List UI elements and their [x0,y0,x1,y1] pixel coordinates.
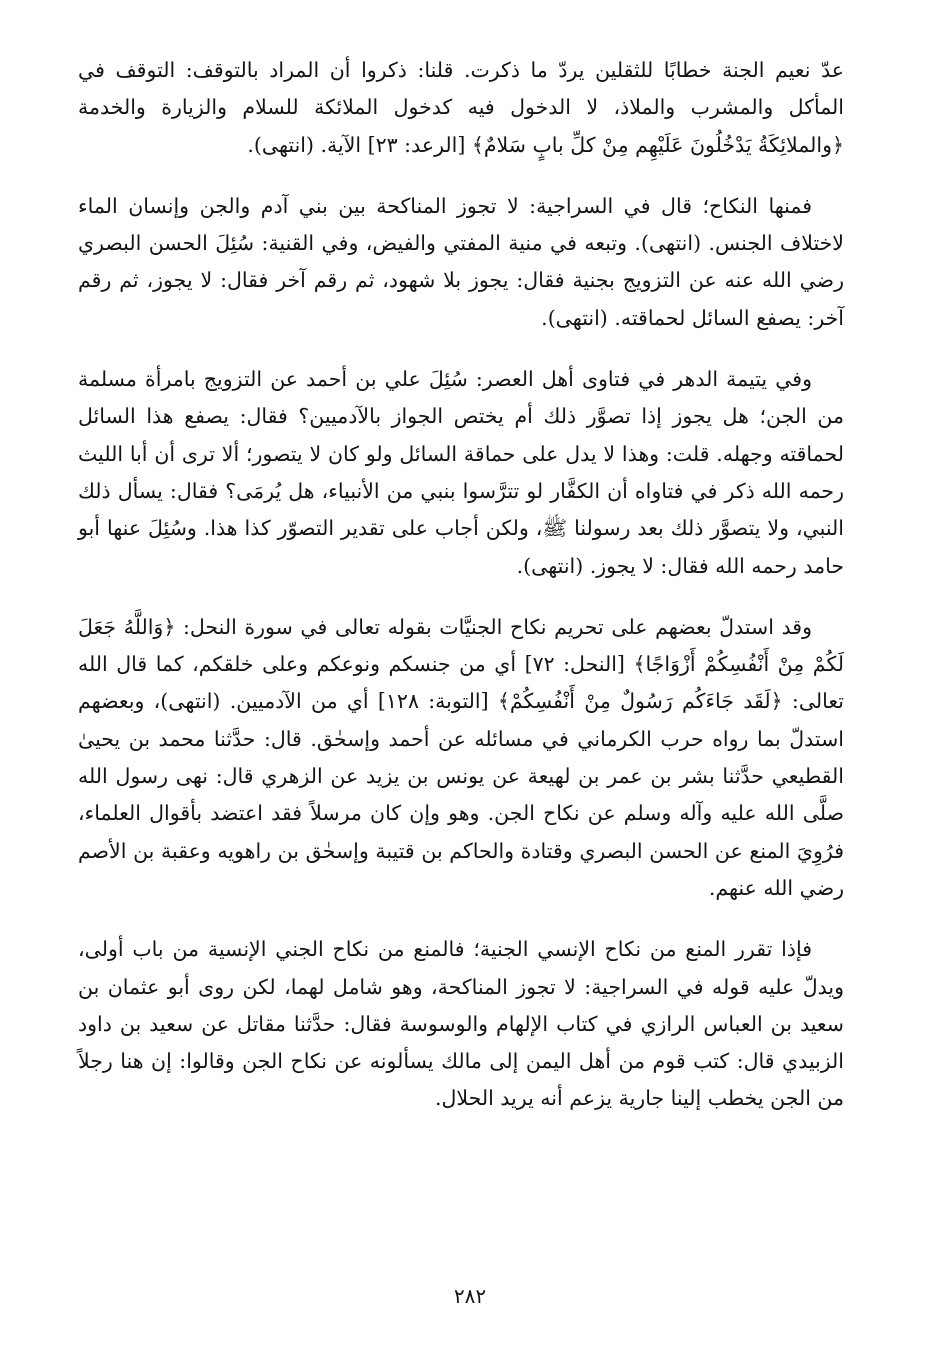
paragraph-3: وفي يتيمة الدهر في فتاوى أهل العصر: سُئِلَ علي بن أحمد عن التزويج بامرأة مسلمة من الجن؛ هل يجوز إذا تصوَّر ذلك أم يختص الجواز بالآدميين؟ فقال: يصفع هذا السائل لحماقته وجهله. قلت: وهذا لا يدل على حماقة السائل ولو كان لا يتصور؛ ألا ترى أن أبا الليث رحمه الله ذكر في فتاواه أن الكفَّار لو تترَّسوا بنبي من الأنبياء، هل يُرمَى؟ فقال: يسأل ذلك النبي، ولا يتصوَّر ذلك بعد رسولنا ﷺ، ولكن أجاب على تقدير التصوّر كذا هذا. وسُئِلَ عنها أبو حامد رحمه الله فقال: لا يجوز. (انتهى). [78,367,844,578]
paragraph-gap [78,337,844,361]
paragraph-2: فمنها النكاح؛ قال في السراجية: لا تجوز المناكحة بين بني آدم والجن وإنسان الماء لاختلاف الجنس. (انتهى). وتبعه في منية المفتي والفيض، وفي القنية: سُئِلَ الحسن البصري رضي الله عنه عن التزويج بجنية فقال: يجوز بلا شهود، ثم رقم آخر فقال: لا يجوز، ثم رقم آخر: يصفع السائل لحماقته. (انتهى). [78,193,844,330]
paragraph-gap [78,585,844,609]
paragraph-5: فإذا تقرر المنع من نكاح الإنسي الجنية؛ فالمنع من نكاح الجني الإنسية من باب أولى، ويدلّ عليه قوله في السراجية: لا تجوز المناكحة، وهو شامل لهما، لكن روى أبو عثمان بن سعيد بن العباس الرازي في كتاب الإلهام والوسوسة فقال: حدَّثنا مقاتل عن سعيد بن داود الزبيدي قال: كتب قوم من أهل اليمن إلى مالك يسألونه عن نكاح الجن وقالوا: إن هنا رجلاً من الجن يخطب إلينا جارية يزعم أنه يريد الحلال. [78,937,844,1111]
paragraph-1: عدّ نعيم الجنة خطابًا للثقلين يردّ ما ذكرت. قلنا: ذكروا أن المراد بالتوقف: التوقف في المأكل والمشرب والملاذ، لا الدخول فيه كدخول الملائكة للسلام والزيارة والخدمة ﴿والملائِكَةُ يَدْخُلُونَ عَلَيْهِم مِنْ كلِّ بابٍ سَلامٌ﴾ [الرعد: ٢٣] الآية. (انتهى). [78,58,844,157]
paragraph-4: وقد استدلّ بعضهم على تحريم نكاح الجنيَّات بقوله تعالى في سورة النحل: ﴿وَاللَّهُ جَعَلَ لَكُمْ مِنْ أَنْفُسِكُمْ أَزْوَاجًا﴾ [النحل: ٧٢] أي من جنسكم ونوعكم وعلى خلقكم، كما قال الله تعالى: ﴿لَقَد جَاءَكُم رَسُولٌ مِنْ أَنْفُسِكُمْ﴾ [التوبة: ١٢٨] أي من الآدميين. (انتهى)، وبعضهم استدلّ بما رواه حرب الكرماني في مسائله عن أحمد وإسحٰق. قال: حدَّثنا محمد بن يحيىٰ القطيعي حدَّثنا بشر بن عمر بن لهيعة عن يونس بن يزيد عن الزهري قال: نهى رسول الله صلَّى الله عليه وآله وسلم عن نكاح الجن. وهو وإن كان مرسلاً فقد اعتضد بأقوال العلماء، فرُوِيَ المنع عن الحسن البصري وقتادة والحاكم بن قتيبة وإسحٰق بن راهويه وعقبة بن الأصم رضي الله عنهم. [78,614,845,900]
page-body [78,52,844,1118]
paragraph-gap [78,907,844,931]
paragraph-gap [78,164,844,188]
page-number: ٢٨٢ [453,1284,487,1308]
